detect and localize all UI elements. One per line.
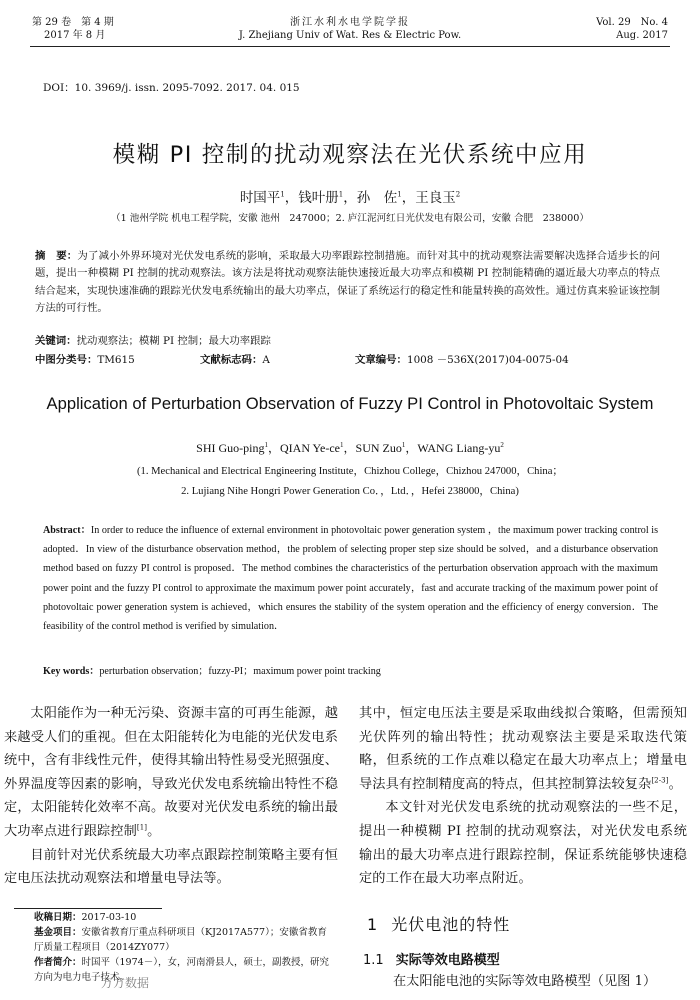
citation-1: [1] xyxy=(136,823,148,832)
affiliation-en-line2: 2. Lujiang Nihe Hongri Power Generation Co．，Ltd．，Hefei 238000，China) xyxy=(181,486,519,497)
author-en-3-aff: 1 xyxy=(401,441,406,449)
received-value: 2017-03-10 xyxy=(81,912,137,923)
clc-value: TM615 xyxy=(97,354,135,366)
author-en-4: WANG Liang-yu xyxy=(417,441,501,455)
body-right-column xyxy=(359,702,687,891)
author-en-1: SHI Guo-ping xyxy=(196,441,265,455)
section-1-heading xyxy=(367,912,510,935)
date-en: Aug. 2017 xyxy=(616,30,668,41)
fund-label: 基金项目： xyxy=(34,927,82,938)
footnote-rule xyxy=(14,908,162,909)
abstract-en-label: Abstract： xyxy=(43,525,91,536)
abstract-en-text: In order to reduce the influence of external environment in photovoltaic power generation system ，the maximum power tracking control is adopted．In view of the disturbance observation method，the problem of selecting proper step size should be solved，and a disturbance observation method based on fuzzy PI control is proposed．The method combines the characteristics of the perturbation observation approach with the maximum power point and the fuzzy PI control to approximate the maximum power point accurately，fast and accurate tracking of the maximum power point of photovoltaic power generation system is achieved，which ensures the stability of the system operation and the efficiency of energy conversion．The feasibility of the control method is verified by simulation． xyxy=(43,525,659,633)
keywords-zh xyxy=(35,332,271,347)
section-1-number: 1 xyxy=(367,915,378,934)
author-zh-1-aff: 1 xyxy=(280,190,285,199)
section-1-1-title: 实际等效电路模型 xyxy=(395,953,500,968)
running-header-center xyxy=(170,16,530,42)
footnotes xyxy=(14,910,336,985)
section-1-1-number: 1.1 xyxy=(363,953,384,968)
journal-name-zh: 浙江水利水电学院学报 xyxy=(290,17,410,28)
author-zh-4-aff: 2 xyxy=(455,190,461,199)
abstract-zh-text: 为了减小外界环境对光伏发电系统的影响，采取最大功率跟踪控制措施。而针对其中的扰动观察法需要解决选择合适步长的问题，提出一种模糊 PI 控制的扰动观察法。该方法是将扰动观察法能快速接近最大功率点和模糊 PI 控制能精确的逼近最大功率点的特点结合起来，实现快速准确的跟踪光伏发电系统输出的最大功率点，保证了系统运行的稳定性和能量转换的高效性。通过仿真来验证该控制方法的可行性。 xyxy=(35,250,660,315)
affiliation-zh: （1 池州学院 机电工程学院，安徽 池州 247000；2. 庐江泥河红日光伏发电有限公司，安徽 合肥 238000） xyxy=(111,213,589,224)
author-bio-label: 作者简介： xyxy=(34,957,82,968)
author-zh-1: 时国平 xyxy=(239,190,281,206)
title-zh: 模糊 PI 控制的扰动观察法在光伏系统中应用 xyxy=(112,142,588,168)
author-en-4-aff: 2 xyxy=(500,441,504,449)
authors-zh: 时国平$^1$，钱叶册$^1$，孙 佐$^1$，王良玉$^2$ xyxy=(239,190,461,206)
volume-issue: 第 29 卷 第 4 期 xyxy=(32,17,114,28)
received-date xyxy=(14,910,336,925)
doc-code xyxy=(200,351,270,366)
body-left-para-1-text: 太阳能作为一种无污染、资源丰富的可再生能源，越来越受人们的重视。但在太阳能转化为电能的光伏发电系统中，含有非线性元件，使得其输出特性易受光照强度、外界温度等因素的影响，导致光伏发电系统输出特性不稳定，太阳能转化效率不高。故要对光伏发电系统的输出最大功率点进行跟踪控制 xyxy=(4,706,338,839)
body-left-para-2: 目前针对光伏系统最大功率点跟踪控制策略主要有恒定电压法扰动观察法和增量电导法等。 xyxy=(4,847,338,887)
received-label: 收稿日期： xyxy=(34,912,82,923)
vol-no-en: Vol. 29 No. 4 xyxy=(596,17,668,28)
keywords-en-label: Key words： xyxy=(43,666,100,677)
keywords-en-text: perturbation observation；fuzzy-PI；maximum power point tracking xyxy=(99,666,381,677)
section-1-1-heading xyxy=(363,949,500,968)
body-left-para-1-end: 。 xyxy=(147,823,161,839)
title-en: Application of Perturbation Observation of Fuzzy PI Control in Photovoltaic System xyxy=(46,394,654,413)
body-right-para-1 xyxy=(359,702,687,796)
clc-label: 中图分类号： xyxy=(35,354,98,366)
citation-2-3: [2-3] xyxy=(651,776,669,785)
abstract-en xyxy=(43,521,658,636)
running-header-left xyxy=(32,16,142,42)
section-1-1-text: 在太阳能电池的实际等效电路模型（见图 1） xyxy=(393,974,657,989)
article-number-label: 文章编号： xyxy=(355,354,407,366)
fund-info xyxy=(14,925,336,955)
keywords-zh-label: 关键词： xyxy=(35,335,77,347)
author-zh-3-aff: 1 xyxy=(397,190,402,199)
author-zh-4: 王良玉 xyxy=(415,190,456,206)
doc-code-value: A xyxy=(262,354,270,366)
author-zh-2: 钱叶册 xyxy=(298,190,339,206)
author-bio xyxy=(14,955,336,985)
keywords-en xyxy=(43,662,381,677)
author-bio-value: 时国平（1974－），女，河南滑县人，硕士，副教授，研究方向为电力电子技术。 xyxy=(34,957,329,983)
doi: DOI：10. 3969/j. issn. 2095-7092. 2017. 04. 015 xyxy=(43,82,300,94)
author-zh-3: 孙 佐 xyxy=(356,190,398,206)
fund-value: 安徽省教育厅重点科研项目（KJ2017A577）；安徽省教育厅质量工程项目（2014ZY077） xyxy=(34,927,327,953)
affiliation-en xyxy=(0,462,700,502)
author-zh-2-aff: 1 xyxy=(338,190,344,199)
abstract-zh-label: 摘 要： xyxy=(35,250,78,262)
body-left-column xyxy=(4,702,338,891)
keywords-zh-text: 扰动观察法；模糊 PI 控制；最大功率跟踪 xyxy=(76,335,271,347)
author-en-2: QIAN Ye-ce xyxy=(280,441,340,455)
doc-code-label: 文献标志码： xyxy=(200,354,263,366)
author-en-3: SUN Zuo xyxy=(355,441,402,455)
abstract-zh xyxy=(35,248,660,318)
section-1-title: 光伏电池的特性 xyxy=(391,915,511,934)
issue-date: 2017 年 8 月 xyxy=(44,30,106,41)
author-en-1-aff: 1 xyxy=(264,441,268,449)
clc xyxy=(35,351,135,366)
article-number xyxy=(355,351,569,366)
body-right-para-2: 本文针对光伏发电系统的扰动观察法的一些不足，提出一种模糊 PI 控制的扰动观察法，对光伏发电系统输出的最大功率点进行跟踪控制，保证系统能够快速稳定的工作在最大功率点附近。 xyxy=(359,800,687,887)
running-header-right xyxy=(558,16,668,42)
header-rule xyxy=(30,46,670,47)
authors-en: SHI Guo-ping$^1$，QIAN $Ye-ce^1$，SUN Zuo$^1$，WANG Liang-$yu^2$ xyxy=(196,441,504,455)
affiliation-en-line1: (1. Mechanical and Electrical Engineering Institute，Chizhou College，Chizhou 247000，China； xyxy=(137,466,563,477)
body-right-para-1-text: 其中，恒定电压法主要是采取曲线拟合策略，但需预知光伏阵列的输出特性；扰动观察法主要是采取迭代策略，但系统的工作点难以稳定在最大功率点上；增量电导法具有控制精度高的特点，但其控制算法较复杂 xyxy=(359,706,687,792)
article-number-value: 1008 －536X(2017)04-0075-04 xyxy=(406,354,569,366)
body-left-para-1 xyxy=(4,702,338,844)
journal-name-en: J. Zhejiang Univ of Wat. Res & Electric Pow. xyxy=(238,30,462,41)
author-en-2-aff: 1 xyxy=(340,441,344,449)
body-right-para-1-end: 。 xyxy=(668,776,682,792)
watermark: 万方数据 xyxy=(101,976,150,990)
